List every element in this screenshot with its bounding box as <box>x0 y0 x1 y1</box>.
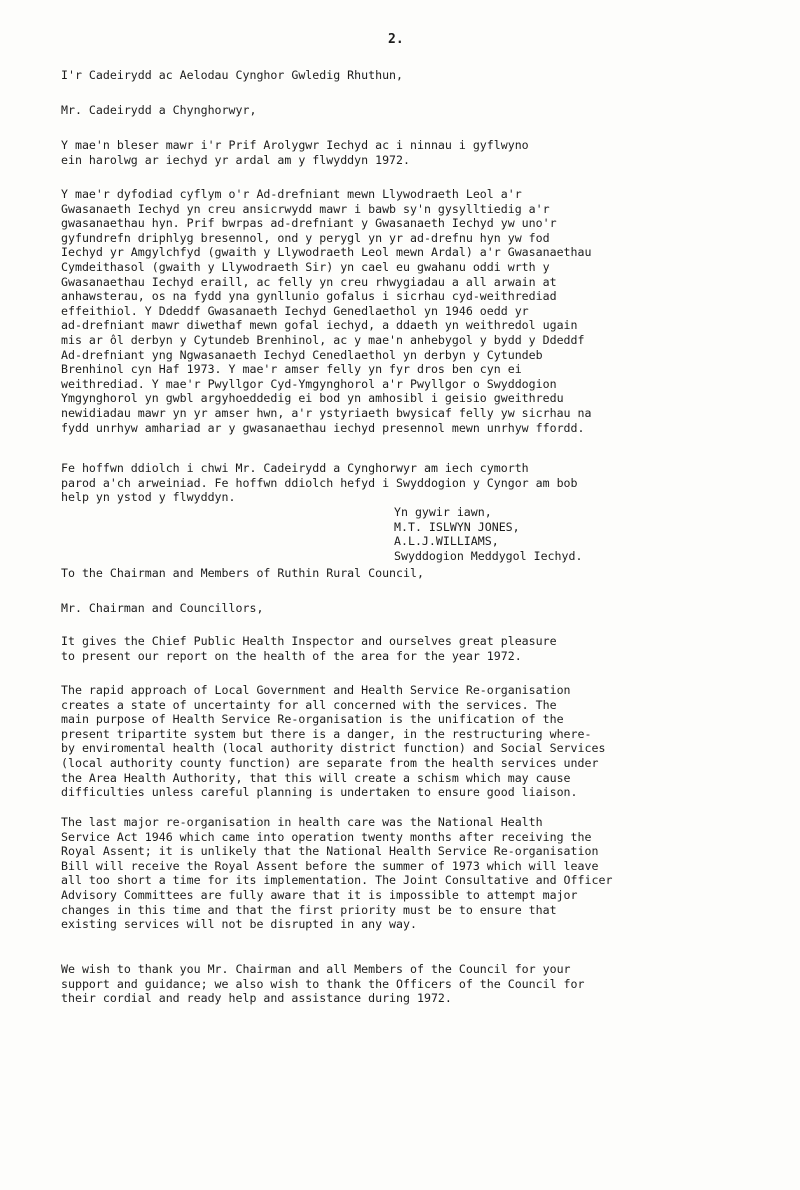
english-paragraph-2: The rapid approach of Local Government and Health Service Re-organisation creates a state of uncertainty for all concerned with the services. The main purpose of Health Service Re-organisation is the unification of the present tripartite system but there is a danger, in the restructuring where- by enviromental health (local authority district function) and Social Services (local authority county function) are separate from the health services under the Area Health Authority, that this will create a schism which may cause difficulties unless careful planning is undertaken to ensure good liaison. <box>61 683 606 800</box>
english-paragraph-1: It gives the Chief Public Health Inspector and ourselves great pleasure to present our report on the health of the area for the year 1972. <box>61 634 557 663</box>
welsh-paragraph-2: Y mae'r dyfodiad cyflym o'r Ad-drefniant mewn Llywodraeth Leol a'r Gwasanaeth Iechyd yn creu ansicrwydd mawr i bawb sy'n gysylltiedig a'r gwasanaethau hyn. Prif bwrpas ad-drefniant y Gwasanaeth Iechyd yw uno'r gyfundrefn driphlyg bresennol, ond y perygl yn yr ad-drefnu hyn yw fod Iechyd yr Amgylchfyd (gwaith y Llywodraeth Leol mewn Ardal) a'r Gwasanaethau Cymdeithasol (gwaith y Llywodraeth Sir) yn cael eu gwahanu oddi wrth y Gwasanaethau Iechyd eraill, ac felly yn creu rhwygiadau a all arwain at anhawsterau, os na fydd yna gynllunio gofalus i sicrhau cyd-weithrediad effeithiol. Y Ddeddf Gwasanaeth Iechyd Genedlaethol yn 1946 oedd yr ad-drefniant mawr diwethaf mewn gofal iechyd, a ddaeth yn weithredol ugain mis ar ôl derbyn y Cytundeb Brenhinol, ac y mae'n anhebygol y bydd y Ddeddf Ad-drefniant yng Ngwasanaeth Iechyd Cenedlaethol yn derbyn y Cytundeb Brenhinol cyn Haf 1973. Y mae'r amser felly yn fyr dros ben cyn ei weithrediad. Y mae'r Pwyllgor Cyd-Ymgynghorol a'r Pwyllgor o Swyddogion Ymgynghorol yn gwbl argyhoeddedig ei bod yn amhosibl i geisio gweithredu newidiadau mawr yn yr amser hwn, a'r ystyriaeth bwysicaf felly yw sicrhau na fydd unrhyw amhariad ar y gwasanaethau iechyd presennol mewn unrhyw ffordd. <box>61 187 592 435</box>
english-greeting: Mr. Chairman and Councillors, <box>61 601 264 615</box>
welsh-paragraph-3: Fe hoffwn ddiolch i chwi Mr. Cadeirydd a Cynghorwyr am iech cymorth parod a'ch arweiniad. Fe hoffwn ddiolch hefyd i Swyddogion y Cyngor am bob help yn ystod y flwyddyn. <box>61 461 578 505</box>
english-paragraph-4: We wish to thank you Mr. Chairman and all Members of the Council for your support and guidance; we also wish to thank the Officers of the Council for their cordial and ready help and assistance during 1972. <box>61 962 585 1006</box>
welsh-signature: Yn gywir iawn, M.T. ISLWYN JONES, A.L.J.WILLIAMS, Swyddogion Meddygol Iechyd. <box>394 505 583 563</box>
english-salutation: To the Chairman and Members of Ruthin Rural Council, <box>61 566 424 580</box>
welsh-paragraph-1: Y mae'n bleser mawr i'r Prif Arolygwr Iechyd ac i ninnau i gyflwyno ein harolwg ar iechyd yr ardal am y flwyddyn 1972. <box>61 138 529 167</box>
page-number: 2. <box>388 32 404 47</box>
welsh-greeting: Mr. Cadeirydd a Chynghorwyr, <box>61 103 257 117</box>
english-paragraph-3: The last major re-organisation in health care was the National Health Service Act 1946 which came into operation twenty months after receiving the Royal Assent; it is unlikely that the National Health Service Re-organisation Bill will receive the Royal Assent before the summer of 1973 which will leave all too short a time for its implementation. The Joint Consultative and Officer Advisory Committees are fully aware that it is impossible to attempt major changes in this time and that the first priority must be to ensure that existing services will not be disrupted in any way. <box>61 815 613 932</box>
welsh-salutation: I'r Cadeirydd ac Aelodau Cynghor Gwledig Rhuthun, <box>61 68 404 82</box>
